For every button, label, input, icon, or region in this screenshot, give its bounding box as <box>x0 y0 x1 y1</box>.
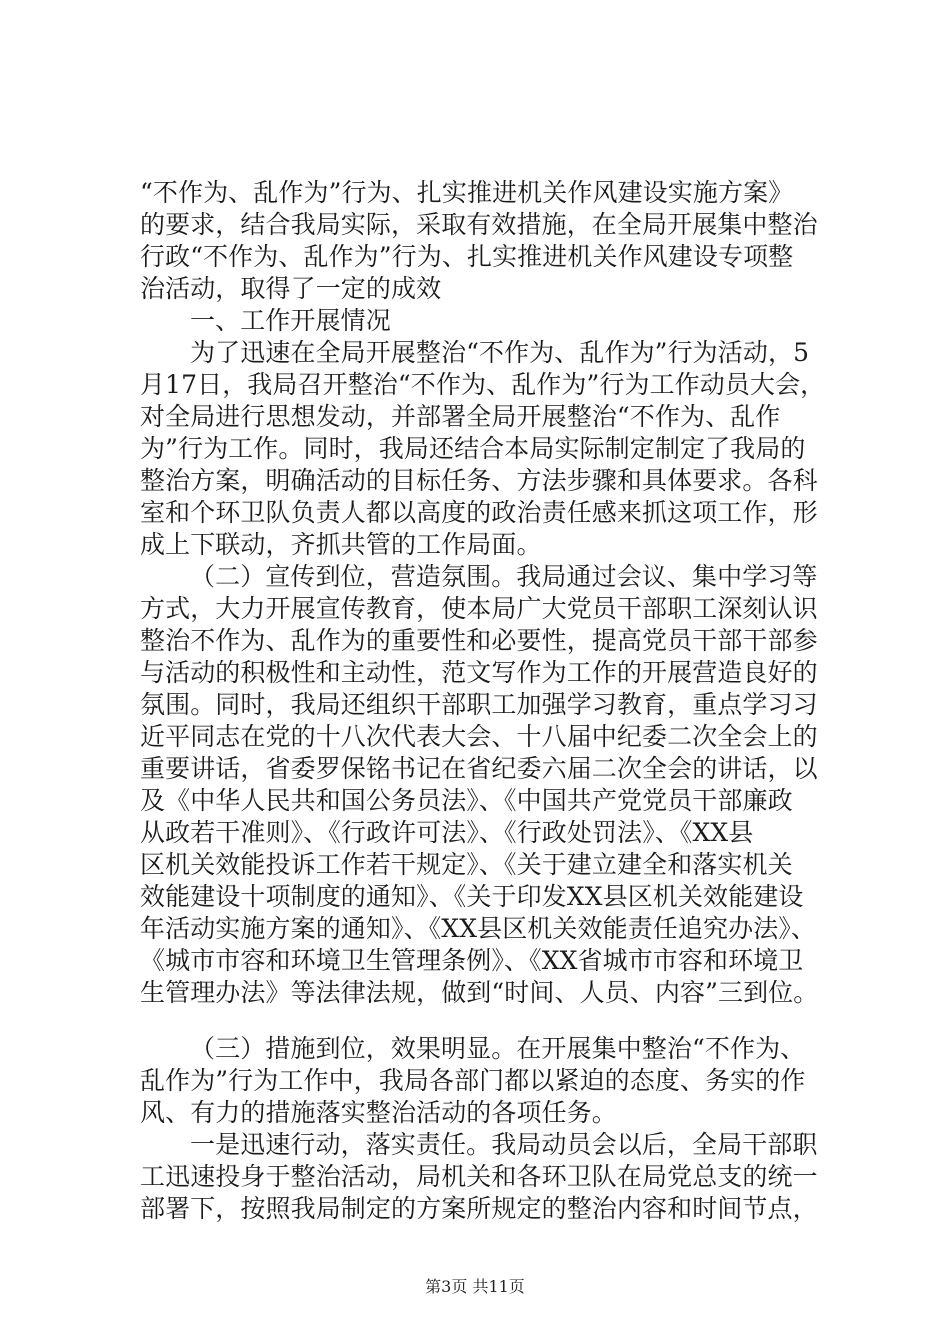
text-line: 成上下联动，齐抓共管的工作局面。 <box>140 530 542 559</box>
text-line: 与活动的积极性和主动性，范文写作为工作的开展营造良好的 <box>140 658 818 687</box>
section-heading: 一、工作开展情况 <box>190 306 391 335</box>
text-line: 整治方案，明确活动的目标任务、方法步骤和具体要求。各科 <box>140 466 818 495</box>
text-line: 方式，大力开展宣传教育，使本局广大党员干部职工深刻认识 <box>140 594 818 623</box>
text-line: “不作为、乱作为”行为、扎实推进机关作风建设实施方案》 <box>140 178 794 207</box>
text-line: 效能建设十项制度的通知》、《关于印发XX县区机关效能建设 <box>140 882 804 911</box>
text-line: 治活动，取得了一定的成效 <box>140 274 442 303</box>
text-line: 氛围。同时，我局还组织干部职工加强学习教育，重点学习习 <box>140 690 818 719</box>
text-line: 整治不作为、乱作为的重要性和必要性，提高党员干部干部参 <box>140 626 818 655</box>
text-line: 一是迅速行动，落实责任。我局动员会以后，全局干部职 <box>190 1130 818 1159</box>
text-line: 《城市市容和环境卫生管理条例》、《XX省城市市容和环境卫 <box>140 946 804 975</box>
text-line: 重要讲话，省委罗保铭书记在省纪委六届二次全会的讲话，以 <box>140 754 818 783</box>
text-line: 年活动实施方案的通知》、《XX县区机关效能责任追究办法》、 <box>140 914 816 943</box>
text-line: 从政若干准则》、《行政许可法》、《行政处罚法》、《XX县 <box>140 818 754 847</box>
text-line: 及《中华人民共和国公务员法》、《中国共产党党员干部廉政 <box>140 786 793 815</box>
text-line: 生管理办法》等法律法规，做到“时间、人员、内容”三到位。 <box>140 978 819 1007</box>
text-line: （三）措施到位，效果明显。在开展集中整治“不作为、 <box>190 1034 806 1063</box>
text-line: 近平同志在党的十八次代表大会、十八届中纪委二次全会上的 <box>140 722 818 751</box>
text-line: （二）宣传到位，营造氛围。我局通过会议、集中学习等 <box>190 562 818 591</box>
text-line: 月17日，我局召开整治“不作为、乱作为”行为工作动员大会， <box>140 370 826 399</box>
text-line: 的要求，结合我局实际，采取有效措施，在全局开展集中整治 <box>140 210 818 239</box>
text-line: 室和个环卫队负责人都以高度的政治责任感来抓这项工作，形 <box>140 498 818 527</box>
page-number-footer: 第3页 共11页 <box>425 1277 525 1296</box>
text-line: 部署下，按照我局制定的方案所规定的整治内容和时间节点， <box>140 1194 818 1223</box>
text-line: 乱作为”行为工作中，我局各部门都以紧迫的态度、务实的作 <box>140 1066 806 1095</box>
text-line: 风、有力的措施落实整治活动的各项任务。 <box>140 1098 617 1127</box>
text-line: 工迅速投身于整治活动，局机关和各环卫队在局党总支的统一 <box>140 1162 818 1191</box>
text-line: 区机关效能投诉工作若干规定》、《关于建立建全和落实机关 <box>140 850 793 879</box>
text-line: 为了迅速在全局开展整治“不作为、乱作为”行为活动，5 <box>190 338 810 367</box>
text-line: 行政“不作为、乱作为”行为、扎实推进机关作风建设专项整 <box>140 242 794 271</box>
text-line: 对全局进行思想发动，并部署全局开展整治“不作为、乱作 <box>140 402 781 431</box>
text-line: 为”行为工作。同时，我局还结合本局实际制定制定了我局的 <box>140 434 806 463</box>
